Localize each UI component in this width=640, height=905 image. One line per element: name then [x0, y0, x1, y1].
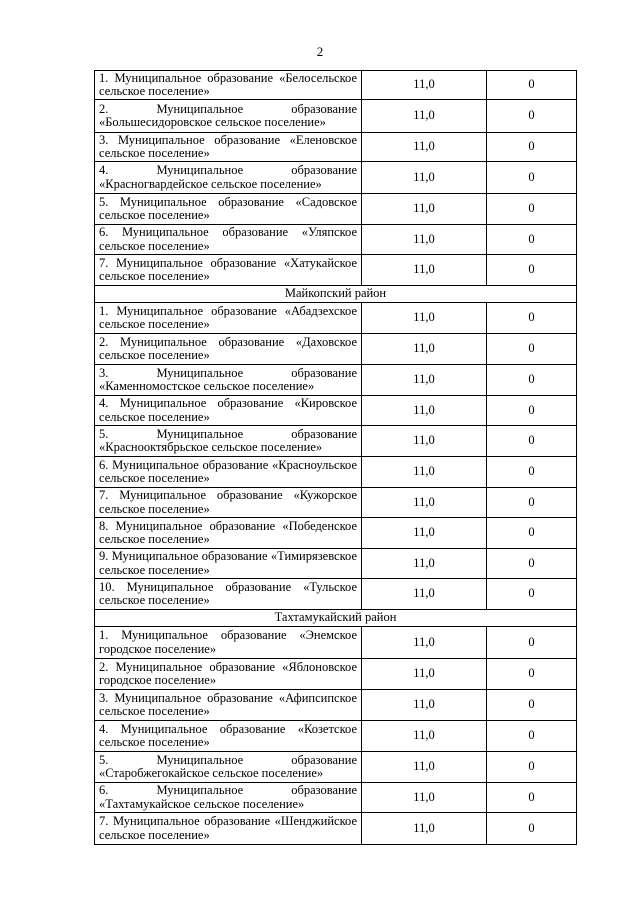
table-row — [95, 334, 577, 365]
table-row — [95, 255, 577, 286]
table-row — [95, 783, 577, 813]
section-title: Тахтамукайский район — [95, 610, 577, 627]
municipality-table — [94, 70, 577, 845]
rate-value: 11,0 — [362, 396, 487, 426]
extra-value: 0 — [487, 752, 577, 783]
municipality-name: 6. Муниципальное образование «Тахтамукайское сельское поселение» — [95, 783, 362, 813]
rate-value: 11,0 — [362, 365, 487, 396]
section-title: Майкопский район — [95, 286, 577, 303]
municipality-name: 4. Муниципальное образование «Красногвардейское сельское поселение» — [95, 162, 362, 194]
extra-value: 0 — [487, 549, 577, 579]
extra-value: 0 — [487, 194, 577, 225]
municipality-name: 3. Муниципальное образование «Еленовское сельское поселение» — [95, 133, 362, 162]
rate-value: 11,0 — [362, 303, 487, 334]
extra-value: 0 — [487, 457, 577, 488]
extra-value: 0 — [487, 488, 577, 518]
municipality-name: 8. Муниципальное образование «Победенское сельское поселение» — [95, 518, 362, 549]
rate-value: 11,0 — [362, 334, 487, 365]
municipality-name: 7. Муниципальное образование «Кужорское сельское поселение» — [95, 488, 362, 518]
municipality-name: 6. Муниципальное образование «Красноульское сельское поселение» — [95, 457, 362, 488]
extra-value: 0 — [487, 162, 577, 194]
rate-value: 11,0 — [362, 71, 487, 100]
municipality-name: 3. Муниципальное образование «Афипсипское сельское поселение» — [95, 690, 362, 721]
extra-value: 0 — [487, 426, 577, 457]
table-row — [95, 303, 577, 334]
rate-value: 11,0 — [362, 100, 487, 133]
extra-value: 0 — [487, 255, 577, 286]
table-row — [95, 549, 577, 579]
extra-value: 0 — [487, 659, 577, 690]
extra-value: 0 — [487, 396, 577, 426]
table-row — [95, 133, 577, 162]
extra-value: 0 — [487, 71, 577, 100]
municipality-name: 2. Муниципальное образование «Даховское сельское поселение» — [95, 334, 362, 365]
extra-value: 0 — [487, 365, 577, 396]
rate-value: 11,0 — [362, 783, 487, 813]
extra-value: 0 — [487, 627, 577, 659]
extra-value: 0 — [487, 783, 577, 813]
table-row — [95, 71, 577, 100]
extra-value: 0 — [487, 334, 577, 365]
rate-value: 11,0 — [362, 813, 487, 845]
rate-value: 11,0 — [362, 549, 487, 579]
rate-value: 11,0 — [362, 721, 487, 752]
table-row — [95, 100, 577, 133]
page-number: 2 — [316, 44, 324, 59]
rate-value: 11,0 — [362, 752, 487, 783]
rate-value: 11,0 — [362, 690, 487, 721]
extra-value: 0 — [487, 690, 577, 721]
table-row — [95, 457, 577, 488]
extra-value: 0 — [487, 100, 577, 133]
table-row — [95, 690, 577, 721]
table-row — [95, 194, 577, 225]
section-row — [95, 610, 577, 627]
municipality-name: 10. Муниципальное образование «Тульское сельское поселение» — [95, 579, 362, 610]
municipality-name: 7. Муниципальное образование «Шенджийское сельское поселение» — [95, 813, 362, 845]
municipality-name: 9. Муниципальное образование «Тимирязевское сельское поселение» — [95, 549, 362, 579]
rate-value: 11,0 — [362, 488, 487, 518]
rate-value: 11,0 — [362, 518, 487, 549]
municipality-name: 2. Муниципальное образование «Большесидоровское сельское поселение» — [95, 100, 362, 133]
extra-value: 0 — [487, 579, 577, 610]
rate-value: 11,0 — [362, 194, 487, 225]
table-row — [95, 813, 577, 845]
municipality-name: 4. Муниципальное образование «Кировское сельское поселение» — [95, 396, 362, 426]
rate-value: 11,0 — [362, 579, 487, 610]
municipality-name: 1. Муниципальное образование «Энемское городское поселение» — [95, 627, 362, 659]
municipality-name: 5. Муниципальное образование «Садовское сельское поселение» — [95, 194, 362, 225]
rate-value: 11,0 — [362, 659, 487, 690]
table-row — [95, 365, 577, 396]
municipality-name: 2. Муниципальное образование «Яблоновское городское поселение» — [95, 659, 362, 690]
rate-value: 11,0 — [362, 426, 487, 457]
rate-value: 11,0 — [362, 225, 487, 255]
extra-value: 0 — [487, 225, 577, 255]
table-row — [95, 426, 577, 457]
municipality-name: 5. Муниципальное образование «Красноoктябрьское сельское поселение» — [95, 426, 362, 457]
extra-value: 0 — [487, 813, 577, 845]
municipality-name: 6. Муниципальное образование «Уляпское сельское поселение» — [95, 225, 362, 255]
table-row — [95, 488, 577, 518]
extra-value: 0 — [487, 721, 577, 752]
table-row — [95, 225, 577, 255]
table-row — [95, 659, 577, 690]
rate-value: 11,0 — [362, 133, 487, 162]
table-body — [95, 71, 577, 845]
rate-value: 11,0 — [362, 457, 487, 488]
table-row — [95, 627, 577, 659]
municipality-name: 7. Муниципальное образование «Хатукайское сельское поселение» — [95, 255, 362, 286]
municipality-name: 1. Муниципальное образование «Абадзехское сельское поселение» — [95, 303, 362, 334]
municipality-name: 1. Муниципальное образование «Белосельское сельское поселение» — [95, 71, 362, 100]
rate-value: 11,0 — [362, 255, 487, 286]
rate-value: 11,0 — [362, 162, 487, 194]
extra-value: 0 — [487, 518, 577, 549]
table-row — [95, 579, 577, 610]
section-row — [95, 286, 577, 303]
municipality-name: 3. Муниципальное образование «Каменномостское сельское поселение» — [95, 365, 362, 396]
table-row — [95, 752, 577, 783]
table-row — [95, 518, 577, 549]
table-row — [95, 721, 577, 752]
extra-value: 0 — [487, 303, 577, 334]
table-row — [95, 162, 577, 194]
municipality-name: 4. Муниципальное образование «Козетское сельское поселение» — [95, 721, 362, 752]
extra-value: 0 — [487, 133, 577, 162]
table-row — [95, 396, 577, 426]
rate-value: 11,0 — [362, 627, 487, 659]
municipality-name: 5. Муниципальное образование «Старобжегокайское сельское поселение» — [95, 752, 362, 783]
